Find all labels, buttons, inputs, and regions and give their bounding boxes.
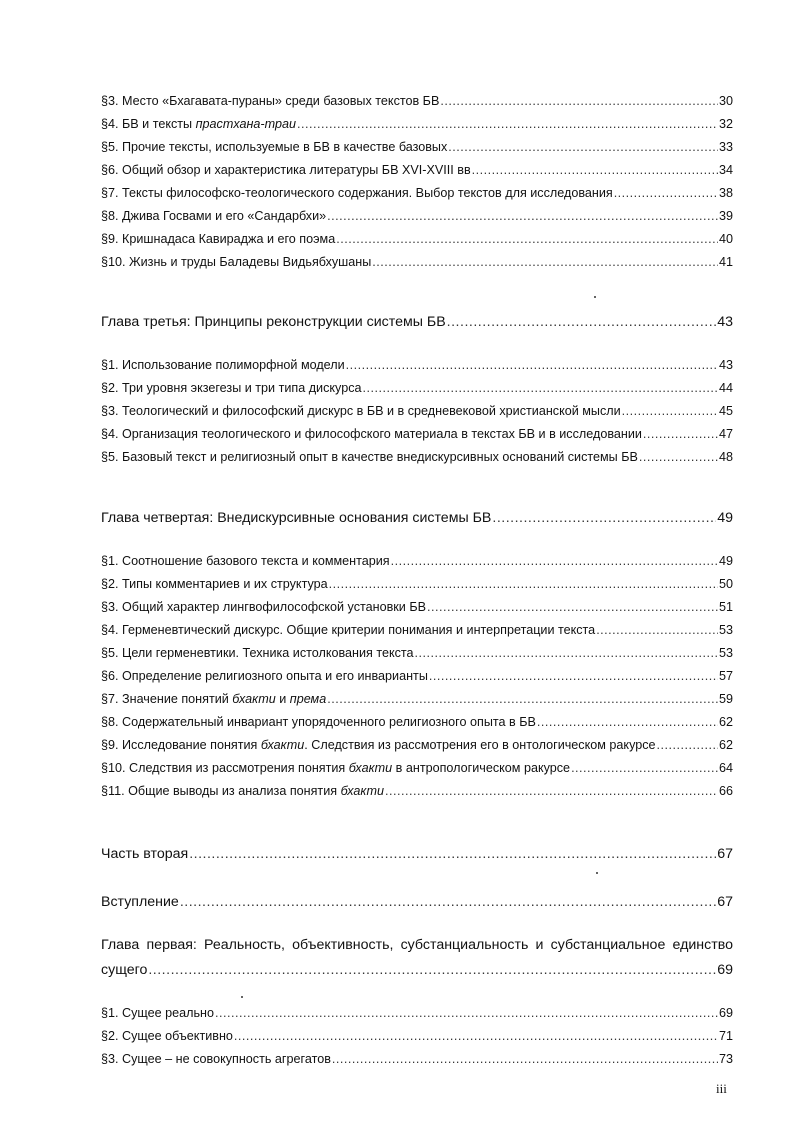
toc-entry[interactable] <box>101 1005 733 1021</box>
toc-page-number: 48 <box>718 450 733 464</box>
toc-entry-label: §4. Организация теологического и философского материала в текстах БВ и в исследовании <box>101 427 642 441</box>
toc-entry-label: §5. Прочие тексты, используемые в БВ в качестве базовых <box>101 140 448 154</box>
dot-leader <box>385 783 718 799</box>
toc-page-number: 59 <box>718 692 733 706</box>
dot-leader <box>297 116 718 132</box>
toc-entry[interactable] <box>101 783 733 799</box>
toc-page-number: 50 <box>718 577 733 591</box>
toc-entry[interactable] <box>101 162 733 178</box>
toc-chapter-heading[interactable] <box>101 893 733 911</box>
dot-leader <box>440 93 718 109</box>
toc-entry[interactable] <box>101 380 733 396</box>
toc-page-number: 69 <box>717 962 733 978</box>
toc-part-heading[interactable] <box>101 845 733 863</box>
toc-page-number: 57 <box>718 669 733 683</box>
toc-entry[interactable] <box>101 426 733 442</box>
dot-leader <box>180 893 716 911</box>
toc-page-number: 34 <box>718 163 733 177</box>
toc-entry[interactable] <box>101 1051 733 1067</box>
dot-leader <box>415 645 718 661</box>
page-folio: iii <box>716 1081 727 1096</box>
toc-entry-label: §3. Место «Бхагавата-пураны» среди базовых текстов БВ <box>101 94 440 108</box>
toc-entry-label: §2. Три уровня экзегезы и три типа дискурса <box>101 381 362 395</box>
toc-page-number: 53 <box>718 623 733 637</box>
toc-entry-label: §2. Сущее объективно <box>101 1029 233 1043</box>
toc-page-number: 44 <box>718 381 733 395</box>
toc-chapter-heading-line[interactable]: Глава первая: Реальность, объективность, субстанциальность и субстанциальное единство <box>101 937 733 953</box>
dot-leader <box>429 668 718 684</box>
toc-entry-label: §6. Определение религиозного опыта и его инварианты <box>101 669 428 683</box>
dot-leader <box>596 622 718 638</box>
toc-entry-label: §8. Содержательный инвариант упорядоченного религиозного опыта в БВ <box>101 715 536 729</box>
toc-page-number: 62 <box>718 715 733 729</box>
toc-entry-label: сущего <box>101 962 148 978</box>
toc-entry[interactable] <box>101 93 733 109</box>
toc-page-number: 32 <box>718 117 733 131</box>
toc-entry[interactable] <box>101 449 733 465</box>
toc-chapter-heading[interactable] <box>101 313 733 331</box>
toc-page-number: 62 <box>718 738 733 752</box>
toc-page-number: 30 <box>718 94 733 108</box>
toc-page-number: 69 <box>718 1006 733 1020</box>
toc-page-number: 33 <box>718 140 733 154</box>
scan-speck <box>241 996 243 998</box>
toc-entry-label: Глава четвертая: Внедискурсивные основания системы БВ <box>101 510 492 526</box>
toc-entry[interactable] <box>101 668 733 684</box>
dot-leader <box>537 714 718 730</box>
dot-leader <box>447 313 717 331</box>
toc-page-number: 49 <box>717 510 733 526</box>
toc-page-number: 53 <box>718 646 733 660</box>
toc-entry-label: Часть вторая <box>101 846 189 862</box>
toc-entry-label: §8. Джива Госвами и его «Сандарбхи» <box>101 209 327 223</box>
dot-leader <box>391 553 718 569</box>
toc-page-number: 51 <box>718 600 733 614</box>
dot-leader <box>639 449 718 465</box>
dot-leader <box>148 961 716 979</box>
dot-leader <box>363 380 718 396</box>
toc-page-number: 45 <box>718 404 733 418</box>
toc-entry[interactable] <box>101 357 733 373</box>
dot-leader <box>332 1051 718 1067</box>
toc-page-number: 40 <box>718 232 733 246</box>
dot-leader <box>327 691 718 707</box>
toc-entry[interactable] <box>101 254 733 270</box>
toc-entry[interactable] <box>101 599 733 615</box>
toc-page-number: 47 <box>718 427 733 441</box>
toc-page-number: 38 <box>718 186 733 200</box>
toc-entry[interactable] <box>101 403 733 419</box>
toc-chapter-heading[interactable] <box>101 509 733 527</box>
toc-entry-label: §7. Тексты философско-теологического содержания. Выбор текстов для исследования <box>101 186 613 200</box>
toc-page-number: 49 <box>718 554 733 568</box>
dot-leader <box>189 845 716 863</box>
toc-entry[interactable] <box>101 714 733 730</box>
dot-leader <box>427 599 718 615</box>
toc-page-number: 43 <box>717 314 733 330</box>
toc-entry-label: §3. Общий характер лингвофилософской установки БВ <box>101 600 427 614</box>
toc-entry-label: §1. Сущее реально <box>101 1006 215 1020</box>
toc-page-number: 39 <box>718 209 733 223</box>
toc-entry[interactable] <box>101 622 733 638</box>
dot-leader <box>329 576 718 592</box>
dot-leader <box>622 403 718 419</box>
dot-leader <box>614 185 718 201</box>
toc-entry-label: §4. БВ и тексты прастхана-траи <box>101 117 296 131</box>
toc-entry[interactable] <box>101 760 733 776</box>
toc-entry-label: §7. Значение понятий бхакти и према <box>101 692 327 706</box>
toc-entry[interactable] <box>101 208 733 224</box>
dot-leader <box>492 509 716 527</box>
dot-leader <box>571 760 718 776</box>
toc-entry-label: §9. Кришнадаса Кавираджа и его поэма <box>101 232 336 246</box>
toc-entry[interactable] <box>101 737 733 753</box>
toc-page-number: 67 <box>717 846 733 862</box>
toc-entry-label: §5. Базовый текст и религиозный опыт в качестве внедискурсивных оснований системы БВ <box>101 450 638 464</box>
toc-entry-label: §5. Цели герменевтики. Техника истолкования текста <box>101 646 414 660</box>
toc-page-number: 43 <box>718 358 733 372</box>
toc-page-number: 71 <box>718 1029 733 1043</box>
toc-entry-label: §1. Соотношение базового текста и комментария <box>101 554 390 568</box>
toc-entry-label: Глава третья: Принципы реконструкции системы БВ <box>101 314 446 330</box>
dot-leader <box>448 139 718 155</box>
toc-entry[interactable] <box>101 576 733 592</box>
toc-page-number: 64 <box>718 761 733 775</box>
toc-entry-label: §4. Герменевтический дискурс. Общие критерии понимания и интерпретации текста <box>101 623 596 637</box>
toc-entry-label: §11. Общие выводы из анализа понятия бхакти <box>101 784 384 798</box>
toc-entry-label: §3. Сущее – не совокупность агрегатов <box>101 1052 331 1066</box>
dot-leader <box>215 1005 718 1021</box>
toc-entry-label: §3. Теологический и философский дискурс в БВ и в средневековой христианской мысли <box>101 404 621 418</box>
toc-entry[interactable] <box>101 116 733 132</box>
dot-leader <box>234 1028 718 1044</box>
toc-entry-label: §2. Типы комментариев и их структура <box>101 577 328 591</box>
toc-entry[interactable] <box>101 645 733 661</box>
dot-leader <box>372 254 718 270</box>
toc-page-number: 41 <box>718 255 733 269</box>
toc-page-number: 67 <box>717 894 733 910</box>
toc-entry[interactable] <box>101 231 733 247</box>
dot-leader <box>657 737 718 753</box>
toc-entry-label: §10. Следствия из рассмотрения понятия бхакти в антропологическом ракурсе <box>101 761 571 775</box>
dot-leader <box>472 162 718 178</box>
scan-speck <box>594 296 596 298</box>
toc-page-number: 66 <box>718 784 733 798</box>
toc-entry[interactable] <box>101 553 733 569</box>
toc-entry[interactable] <box>101 139 733 155</box>
scan-speck <box>596 872 598 874</box>
dot-leader <box>346 357 718 373</box>
toc-entry[interactable] <box>101 691 733 707</box>
toc-page-number: 73 <box>718 1052 733 1066</box>
toc-entry-label: §10. Жизнь и труды Баладевы Видьябхушаны <box>101 255 372 269</box>
dot-leader <box>327 208 718 224</box>
toc-entry-label: Вступление <box>101 894 179 910</box>
dot-leader <box>643 426 718 442</box>
dot-leader <box>336 231 718 247</box>
toc-chapter-heading[interactable] <box>101 961 733 979</box>
toc-entry-label: §6. Общий обзор и характеристика литературы БВ XVI-XVIII вв <box>101 163 471 177</box>
toc-entry-label: §1. Использование полиморфной модели <box>101 358 345 372</box>
toc-entry[interactable] <box>101 1028 733 1044</box>
toc-entry[interactable] <box>101 185 733 201</box>
toc-entry-label: §9. Исследование понятия бхакти. Следствия из рассмотрения его в онтологическом ракурсе <box>101 738 656 752</box>
